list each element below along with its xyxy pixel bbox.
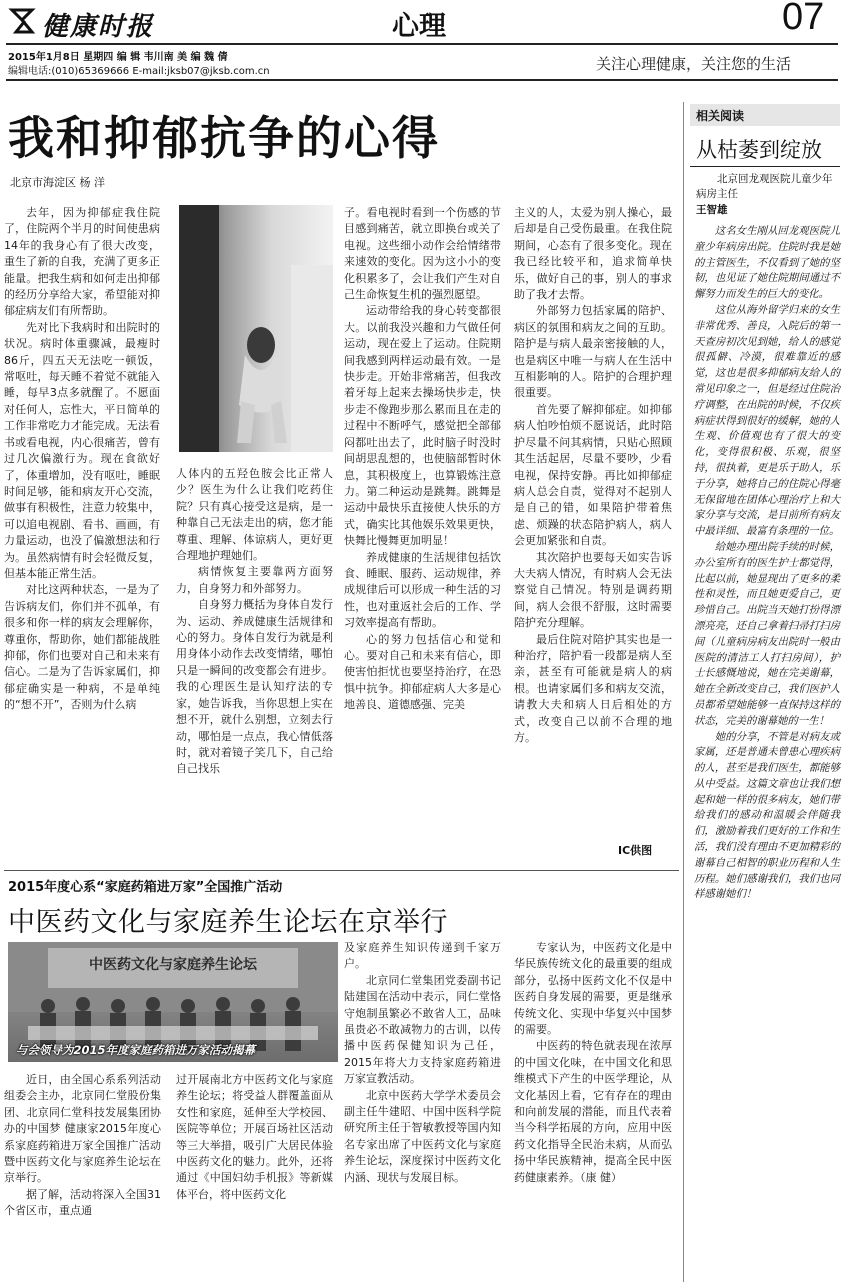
masthead-rule xyxy=(6,43,838,45)
article-col-2 xyxy=(176,466,333,866)
paragraph: 她的分享，不管是对病友或家属，还是普通未曾患心理疾病的人，甚至是我们医生，都能够从中受益。这篇文章也让我们想起和她一样的很多病友，她们带给我们的感动和温暖会伴随我们，激励着我们更好的工作和生活，我们没有理由不更加精彩的谢幕自己相智的职业历程和人生历程。她们感谢我们，我们也同样感谢她们！ xyxy=(694,730,840,901)
paragraph: 养成健康的生活规律包括饮食、睡眠、服药、运动规律，养成规律后可以形成一种生活的习性，也对重返社会后的工作、学习效率提高有帮助。 xyxy=(344,550,501,630)
paragraph: 过开展南北方中医药文化与家庭养生论坛；将受益人群覆盖面从女性和家庭，延伸至大学校园、医院等单位；开展百场社区活动等三大举措，吸引广大居民体验中医药文化的魅力。此外，还将通过《中国妇幼手机报》等新媒体平台，将中医药文化 xyxy=(176,1073,333,1201)
article-byline: 北京市海淀区 杨 洋 xyxy=(10,176,105,189)
paragraph: 北京中医药大学学术委员会副主任牛建昭、中国中医科学院研究所主任于智敏教授等国内知名专家出席了中医药文化与家庭养生论坛，深度探讨中医药文化内涵、现状与发展目标。 xyxy=(344,1088,501,1184)
paragraph: 外部努力包括家属的陪护、病区的氛围和病友之间的互助。陪护是与病人最亲密接触的人，也是病区中唯一与病人在生活中互相影响的人。陪护的合理护理很重要。 xyxy=(514,304,672,400)
event-kicker: 2015年度心系“家庭药箱进万家”全国推广活动 xyxy=(8,880,283,895)
sidebar-label: 相关阅读 xyxy=(696,109,745,123)
masthead-rule-bottom xyxy=(6,79,838,81)
sidebar-title-rule xyxy=(690,166,840,167)
sidebar xyxy=(690,104,840,1284)
logo xyxy=(6,2,176,40)
event-col-4 xyxy=(514,940,672,1280)
event-col-3 xyxy=(344,940,501,1280)
sidebar-title: 从枯萎到绽放 xyxy=(696,138,822,162)
article-col-3 xyxy=(344,205,501,865)
page-number: 07 xyxy=(782,0,825,38)
paragraph: 近日，由全国心系系列活动组委会主办，北京同仁堂股份集团、北京同仁堂科技发展集团协办的中国梦 健康家2015年度心系家庭药箱进万家全国推广活动暨中医药文化与家庭养生论坛在京举行。 xyxy=(4,1073,161,1185)
section-title: 心理 xyxy=(392,11,446,42)
sidebar-byline: 北京回龙观医院儿童少年病房主任 xyxy=(696,173,833,200)
sidebar-label-box xyxy=(690,104,840,126)
logo-text: 健康时报 xyxy=(42,12,155,42)
photo-credit: IC供图 xyxy=(614,842,652,858)
article-col-1 xyxy=(4,205,160,865)
paragraph: 病情恢复主要靠两方面努力，自身努力和外部努力。 xyxy=(176,565,333,595)
paragraph: 心的努力包括信心和觉和心。要对自己和未来有信心，即使害怕拒忧也要坚持治疗，在恐惧中抗争。抑郁症病人大多是心地善良、道德感强、完美 xyxy=(344,632,501,712)
date-line: 2015年1月8日 星期四 编 辑 韦川南 美 编 魏 倩 xyxy=(8,52,228,63)
slogan: 关注心理健康，关注您的生活 xyxy=(596,55,792,73)
paragraph: 其次陪护也要每天如实告诉大夫病人情况，有时病人会无法察觉自己情况。特别是调药期间，病人会很不舒服，这时需要陪护充分理解。 xyxy=(514,550,672,630)
paragraph: 及家庭养生知识传递到千家万户。 xyxy=(344,941,501,971)
contact-line: 编辑电话:(010)65369666 E-mail:jksb07@jksb.com.cn xyxy=(8,66,270,77)
event-headline: 中医药文化与家庭养生论坛在京举行 xyxy=(8,907,448,938)
paragraph: 这名女生刚从回龙观医院儿童少年病房出院。住院时我是她的主管医生，不仅看到了她的坚韧，也见证了她住院期间通过不懈努力而发生的巨大的变化。 xyxy=(694,225,840,301)
article-col-4 xyxy=(514,205,672,865)
paragraph: 中医药的特色就表现在浓厚的中国文化味，在中国文化和思维模式下产生的中医学理论，从文化基因上看，它有存在的理由和向前发展的潜能，而且代表着当今科学拓展的方向，应用中医药文化指导全民治未病，从而弘扬中华民族精神，提高全民中医药健康素养。（康 健） xyxy=(514,1039,672,1184)
paragraph: 给她办理出院手续的时候，办公室所有的医生护士都觉得，比起以前，她显现出了更多的柔性和灵性，而且她更爱自己，更珍惜自己。出院当天她打扮得漂漂亮亮，还自己拿着扫帚打扫房间（儿童病房病友出院时一般由医院的清洁工人打扫房间），护士长感慨地说，她在完美谢幕，她在全新改变自己，我们医护人员都希望她能够一直保持这样的状态，完美的谢幕她的一生！ xyxy=(694,540,840,727)
logo-mark-icon xyxy=(8,6,36,36)
event-photo xyxy=(8,942,338,1062)
paragraph: 子。看电视时看到一个伤感的节目感到痛苦，就立即换台或关了电视。这些细小动作会给情绪带来速效的变化。因为这小小的变化积累多了，会让我们产生对自己生命恢复生机的强烈愿望。 xyxy=(344,206,501,302)
article-photo xyxy=(179,205,333,452)
event-photo-caption: 与会领导为2015年度家庭药箱进万家活动揭幕 xyxy=(16,1043,256,1057)
event-divider xyxy=(4,870,679,871)
woman-sitting-illustration xyxy=(179,205,333,452)
paragraph: 自身努力概括为身体自发行为、运动、养成健康生活规律和心的努力。身体自发行为就是利用身体小动作去改变情绪，哪怕只是一瞬间的改变都会有进步。我的心理医生是认知疗法的专家，她告诉我，当你思想上实在想不开，就什么别想，立刻去行动，哪怕是一点点，我心情低落时，就对着镜子笑几下，自己给自己找乐 xyxy=(176,598,333,776)
event-col-2 xyxy=(176,1072,333,1272)
paragraph: 据了解，活动将深入全国31个省区市，重点通 xyxy=(4,1187,161,1218)
paragraph: 专家认为，中医药文化是中华民族传统文化的最重要的组成部分，弘扬中医药文化不仅是中医药自身发展的需要，更是继承传统文化、实现中华复兴中国梦的需要。 xyxy=(514,941,672,1037)
paragraph: 北京同仁堂集团党委副书记陆建国在活动中表示，同仁堂恪守炮制虽繁必不敢省人工，品味虽贵必不敢减物力的古训，以传播中医药保健知识为己任，2015年将大力支持家庭药箱进万家宣教活动。 xyxy=(344,973,501,1086)
article-title: 我和抑郁抗争的心得 xyxy=(8,111,440,165)
masthead xyxy=(0,0,844,82)
sidebar-author: 王智雄 xyxy=(696,204,728,216)
sidebar-body xyxy=(694,224,840,1274)
paragraph: 对比这两种状态，一是为了告诉病友们，你们并不孤单，有很多和你一样的病友会理解你，尊重你，帮助你，她们都能战胜抑郁，你们也要对自己和未来有信心。二是为了告诉家属们，抑郁症确实是一种病，不是单纯的“想不开”，否则为什么病 xyxy=(4,583,160,712)
event-col-1 xyxy=(4,1072,161,1272)
paragraph: 人体内的五羟色胺会比正常人少？医生为什么让我们吃药住院？只有真心接受这是病，是一种靠自己无法走出的病，您才能尊重、理解、体谅病人，更好更合理地护理她们。 xyxy=(176,467,333,563)
paragraph: 最后住院对陪护其实也是一种治疗，陪护看一段都是病人至亲，甚至有可能就是病人的病根。也请家属们多和病友交流，请教大夫和病人日后相处的方式，改变自己以前不合理的地方。 xyxy=(514,632,672,744)
paragraph: 运动带给我的身心转变都很大。以前我没兴趣和力气做任何运动，现在爱上了运动。住院期间我感到两样运动最有效。一是快步走。开始非常痛苦，但我改着牙每上起来去操场快步走，快步走不像跑步那么累而且在走的过程中不断呼气，感觉把全部郁闷都吐出去了，此时脑子时没时间胡思乱想的，也使脑部暂时休息，其积极度上，也算锻炼注意力。第二种运动是跳舞。跳舞是运动中最快乐直接使人快乐的方式，确实比其他娱乐效果更快，快舞比慢舞更加明显！ xyxy=(344,304,501,548)
event-photo-banner: 中医药文化与家庭养生论坛 xyxy=(89,957,257,973)
paragraph: 主义的人，太爱为别人操心，最后却是自己受伤最重。在我住院期间，心态有了很多变化。现在我已经比较平和，追求简单快乐，做好自己的事，别人的事求助了我才去帮。 xyxy=(514,206,672,302)
paragraph: 这位从海外留学归来的女生非常优秀、善良，入院后的第一天查房初次见到她，给人的感觉很孤僻、冷漠，很难靠近的感觉，这也是很多抑郁病友给人的常见印象之一，但是经过住院治疗调整，在出院的时候，不仅疾病症状得到很好的缓解，她的人生观、价值观也有了很大的变化，变得很积极、乐观，很坚持，很执着，更是乐于助人，乐于分享，她将自己的住院心得毫无保留地在团体心理治疗上和大家分享与交流，是目前所有病友中最详细、最富有条理的一位。 xyxy=(694,303,840,538)
paragraph: 先对比下我病时和出院时的状况。病时体重骤减，最瘦时86斤，四五天无法吃一顿饭，常呕吐，每天睡不着觉不就能入睡，每早3点多就醒了。不愿面对任何人，忘性大，平日简单的工作非常吃力才能完成。无法看书或看电视，内心很痛苦，曾有过几次偏激行为。现在食欲好了，体重增加，没有呕吐，睡眠时间足够，能和病友开心交流，做事有积极性，注意力较集中，可以追电视剧、看书、画画，有力量运动，也没了偏激想法和行为。虽然病情有时会轻微反复，但基本能正常生活。 xyxy=(4,320,160,580)
paragraph: 去年，因为抑郁症我住院了，住院两个半月的时间使患病14年的我身心有了很大改变，重生了新的自我，充满了更多正能量。把我生病和如何走出抑郁的经历分享给大家，希望能对抑郁症病友们有所帮助。 xyxy=(4,206,160,318)
sidebar-divider xyxy=(683,102,684,1282)
paragraph: 首先要了解抑郁症。如抑郁病人怕吵怕烦不愿说话，此时陪护尽量不问其病情，只贴心照顾其生活起居，尽量不要吵，少看电视，保持安静。再比如抑郁症病人总会自责，觉得对不起别人是自己的错，如果陪护带着焦虑、烦躁的状态陪护病人，病人会更加紧张和自责。 xyxy=(514,402,672,548)
